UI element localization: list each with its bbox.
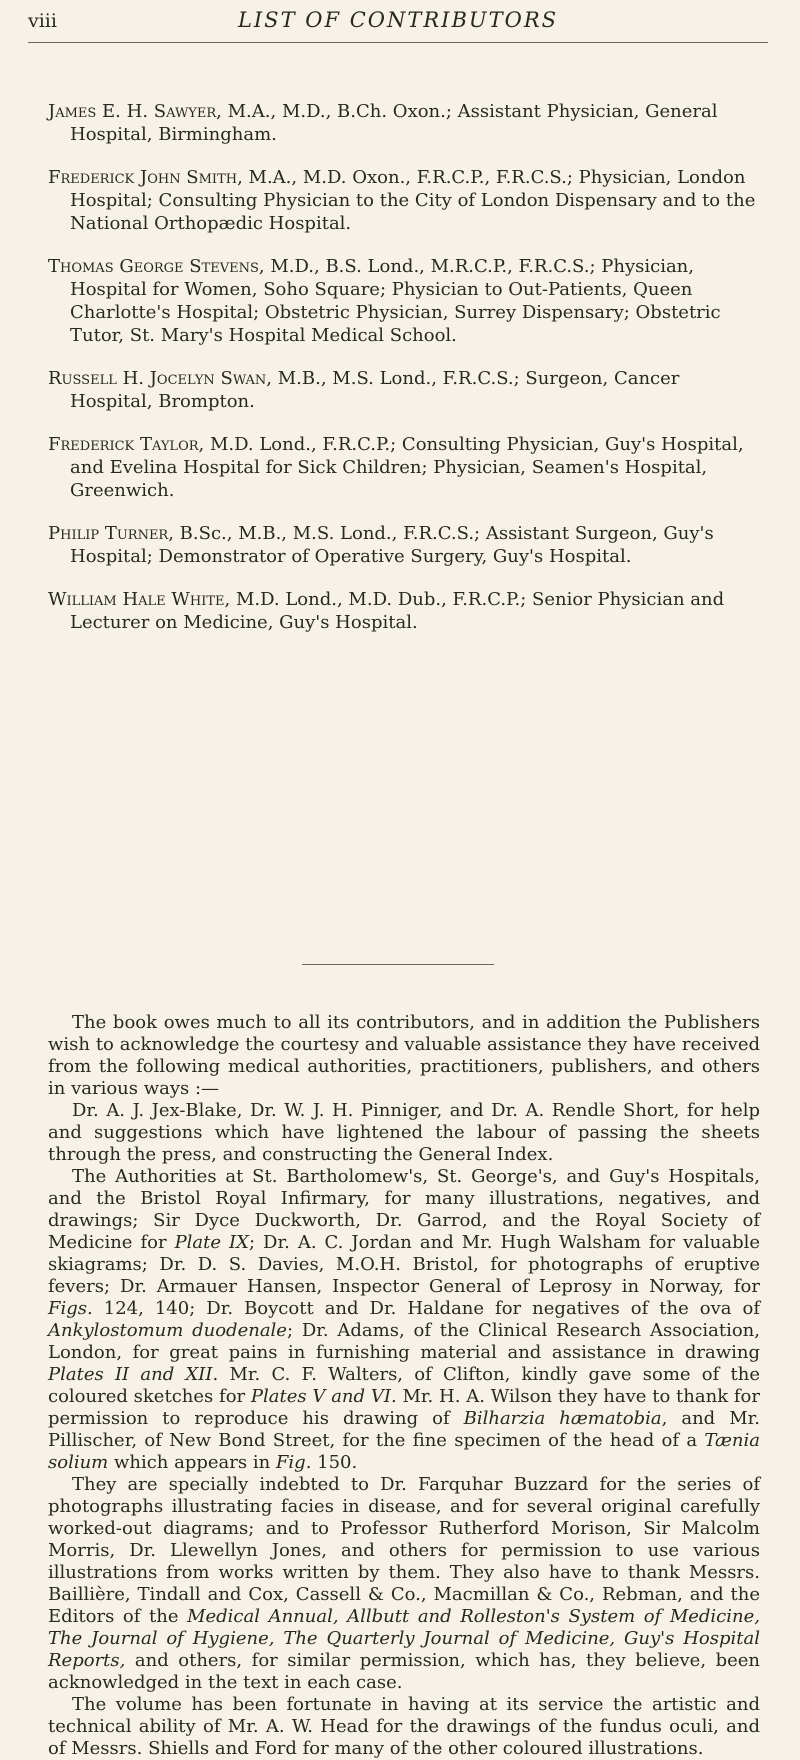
running-title: LIST OF CONTRIBUTORS [237, 8, 559, 32]
ack-text: They are specially indebted to Dr. Farquhar Buzzard for the series of photographs illustrating facies in disease, and for several original carefully worked-out diagrams; and to Professor Rutherford Morison, Sir Malcolm Morris, Dr. Llewellyn Jones, and others for permission to use various illustrations from works written by them. They also have to thank Messrs. Baillière, Tindall and Cox, Cassell & Co., Macmillan & Co., Rebman, and the Editors of the [48, 1474, 760, 1627]
contributor-entry [48, 588, 758, 634]
ack-text: ; Dr. A. C. Jordan and Mr. Hugh Walsham for valuable skiagrams; Dr. D. S. Davies, M.O.H. Bristol, for photographs of eruptive fevers; Dr. Armauer Hansen, Inspector General of Leprosy in Norway, for [48, 1232, 761, 1297]
contributor-name: Russell H. Jocelyn Swan, [48, 368, 273, 389]
contributor-details: M.D., B.S. Lond., M.R.C.P., F.R.C.S.; Physician, Hospital for Women, Soho Square; Physician to Out-Patients, Queen Charlotte's Hospital; Obstetric Physician, Surrey Dispensary; Obstetric Tutor, St. Mary's Hospital Medical School. [70, 256, 721, 346]
contributor-details: B.Sc., M.B., M.S. Lond., F.R.C.S.; Assistant Surgeon, Guy's Hospital; Demonstrator of Operative Surgery, Guy's Hospital. [70, 523, 714, 567]
contributor-list [48, 100, 758, 654]
contributor-entry [48, 433, 758, 502]
ack-emphasis: Ankylostomum duodenale [48, 1320, 287, 1341]
contributor-details: M.A., M.D. Oxon., F.R.C.P., F.R.C.S.; Physician, London Hospital; Consulting Physician to the City of London Dispensary and to the National Orthopædic Hospital. [70, 167, 756, 234]
ack-paragraph-intro: The book owes much to all its contributors, and in addition the Publishers wish to acknowledge the courtesy and valuable assistance they have received from the following medical authorities, practitioners, publishers, and others in various ways :— [48, 1012, 760, 1099]
ack-text: and others, for similar permission, which has, they believe, been acknowledged in the text in each case. [48, 1650, 760, 1693]
acknowledgements-section [48, 1012, 760, 1760]
ack-paragraph-permissions [48, 1474, 760, 1694]
ack-text: 124, 140; Dr. Boycott and Dr. Haldane for negatives of the ova of [92, 1298, 760, 1319]
page-header [28, 2, 768, 43]
ack-paragraph-artists: The volume has been fortunate in having at its service the artistic and technical ability of Mr. A. W. Head for the drawings of the fundus oculi, and of Messrs. Shiells and Ford for many of the other coloured illustrations. [48, 1694, 760, 1759]
ack-text: , and Mr. Pillischer, of New Bond Street, for the fine specimen of the head of a [48, 1408, 760, 1451]
ack-text: . Mr. C. F. Walters, of Clifton, kindly gave some of the coloured sketches for [48, 1364, 760, 1407]
ack-text: ; Dr. Adams, of the Clinical Research Association, London, for great pains in furnishing material and assistance in drawing [48, 1320, 760, 1363]
contributor-name: Frederick John Smith, [48, 167, 243, 188]
ack-text: The Authorities at St. Bartholomew's, St. George's, and Guy's Hospitals, and the Bristol Royal Infirmary, for many illustrations, negatives, and drawings; Sir Dyce Duckworth, Dr. Garrod, and the Royal Society of Medicine for [48, 1166, 760, 1253]
ack-text: which appears in [108, 1452, 276, 1473]
contributor-entry [48, 522, 758, 568]
ack-emphasis: Bilharzia hæmatobia [463, 1408, 662, 1429]
ack-emphasis: Plate IX [174, 1232, 249, 1253]
ack-emphasis: Fig. [275, 1452, 312, 1473]
contributor-entry [48, 100, 758, 146]
contributor-entry [48, 255, 758, 347]
contributor-details: M.A., M.D., B.Ch. Oxon.; Assistant Physician, General Hospital, Birmingham. [70, 101, 718, 145]
contributor-entry [48, 166, 758, 235]
page-number: viii [28, 10, 57, 32]
ack-emphasis: Plates V and VI [250, 1386, 391, 1407]
ack-emphasis: Figs. [48, 1298, 93, 1319]
ack-text: . Mr. H. A. Wilson they have to thank for permission to reproduce his drawing of [48, 1386, 761, 1429]
contributor-name: Thomas George Stevens, [48, 256, 265, 277]
contributor-name: Frederick Taylor, [48, 434, 205, 455]
ack-text: 150. [311, 1452, 358, 1473]
contributor-name: James E. H. Sawyer, [48, 101, 222, 122]
ack-paragraph-illustrations [48, 1166, 760, 1474]
contributor-details: M.D. Lond., M.D. Dub., F.R.C.P.; Senior Physician and Lecturer on Medicine, Guy's Hospital. [70, 589, 725, 633]
section-divider [302, 964, 494, 965]
ack-emphasis: Medical Annual, Allbutt and Rolleston's System of Medicine, The Journal of Hygiene, The Quarterly Journal of Medicine, Guy's Hospital Reports, [48, 1606, 760, 1671]
contributor-name: Philip Turner, [48, 523, 174, 544]
contributor-name: William Hale White, [48, 589, 231, 610]
ack-emphasis: Plates II and XII [48, 1364, 213, 1385]
ack-paragraph-index-help: Dr. A. J. Jex-Blake, Dr. W. J. H. Pinniger, and Dr. A. Rendle Short, for help and suggestions which have lightened the labour of passing the sheets through the press, and constructing the General Index. [48, 1100, 760, 1165]
ack-emphasis: Tænia solium [48, 1430, 760, 1473]
contributor-details: M.B., M.S. Lond., F.R.C.S.; Surgeon, Cancer Hospital, Brompton. [70, 368, 680, 412]
contributor-details: M.D. Lond., F.R.C.P.; Consulting Physician, Guy's Hospital, and Evelina Hospital for Sick Children; Physician, Seamen's Hospital, Greenwich. [70, 434, 744, 501]
contributor-entry [48, 367, 758, 413]
